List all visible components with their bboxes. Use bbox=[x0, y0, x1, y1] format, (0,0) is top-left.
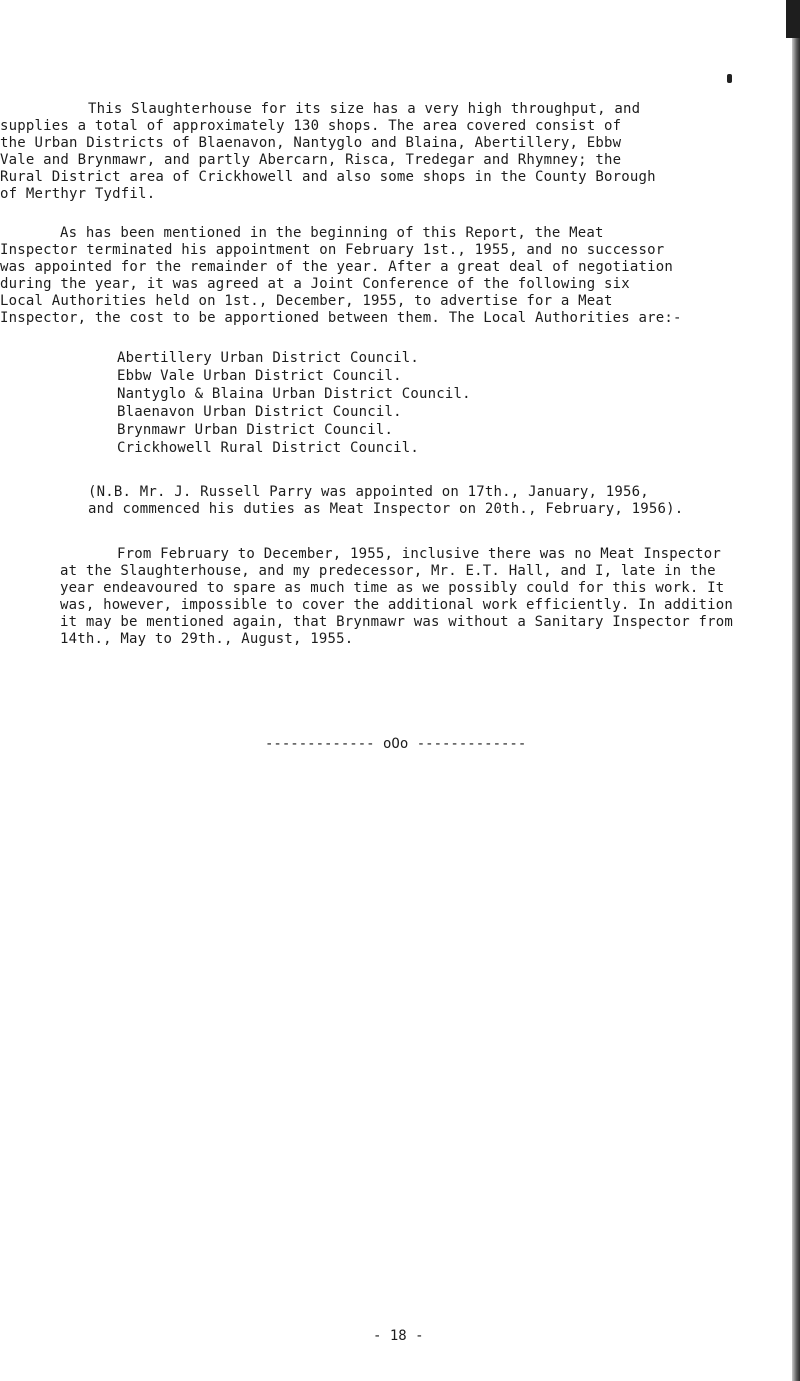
para2-line: Inspector terminated his appointment on February 1st., 1955, and no successor bbox=[0, 242, 665, 258]
para1-line: This Slaughterhouse for its size has a very high throughput, and bbox=[88, 101, 641, 117]
para2-line: during the year, it was agreed at a Joint Conference of the following six bbox=[0, 276, 630, 292]
authority-item: Nantyglo & Blaina Urban District Council. bbox=[117, 386, 471, 402]
para3-line: was, however, impossible to cover the additional work efficiently. In addition bbox=[60, 597, 734, 613]
para2-line: was appointed for the remainder of the year. After a great deal of negotiation bbox=[0, 259, 674, 275]
para1-line: supplies a total of approximately 130 shops. The area covered consist of bbox=[0, 118, 622, 134]
para3-line: at the Slaughterhouse, and my predecessor, Mr. E.T. Hall, and I, late in the bbox=[60, 563, 716, 579]
para2-line: Inspector, the cost to be apportioned between them. The Local Authorities are:- bbox=[0, 310, 682, 326]
authority-item: Brynmawr Urban District Council. bbox=[117, 422, 394, 438]
para3-line: year endeavoured to spare as much time as we possibly could for this work. It bbox=[60, 580, 725, 596]
authority-item: Abertillery Urban District Council. bbox=[117, 350, 420, 366]
note-line: (N.B. Mr. J. Russell Parry was appointed on 17th., January, 1956, bbox=[88, 484, 649, 500]
scan-edge-shadow bbox=[792, 0, 800, 1381]
para1-line: Vale and Brynmawr, and partly Abercarn, Risca, Tredegar and Rhymney; the bbox=[0, 152, 622, 168]
para3-line: From February to December, 1955, inclusive there was no Meat Inspector bbox=[117, 546, 722, 562]
para1-line: the Urban Districts of Blaenavon, Nantyglo and Blaina, Abertillery, Ebbw bbox=[0, 135, 622, 151]
authority-item: Blaenavon Urban District Council. bbox=[117, 404, 402, 420]
para1-line: of Merthyr Tydfil. bbox=[0, 186, 156, 202]
scan-mark bbox=[727, 74, 732, 83]
para3-line: it may be mentioned again, that Brynmawr was without a Sanitary Inspector from bbox=[60, 614, 734, 630]
para2-line: As has been mentioned in the beginning of this Report, the Meat bbox=[60, 225, 604, 241]
note-line: and commenced his duties as Meat Inspector on 20th., February, 1956). bbox=[88, 501, 684, 517]
para3-line: 14th., May to 29th., August, 1955. bbox=[60, 631, 354, 647]
scan-edge-corner bbox=[786, 0, 800, 38]
authority-item: Ebbw Vale Urban District Council. bbox=[117, 368, 402, 384]
para2-line: Local Authorities held on 1st., December, 1955, to advertise for a Meat bbox=[0, 293, 613, 309]
authority-item: Crickhowell Rural District Council. bbox=[117, 440, 420, 456]
section-separator: ------------- oOo ------------- bbox=[265, 736, 527, 752]
page-number: - 18 - bbox=[373, 1328, 424, 1344]
para1-line: Rural District area of Crickhowell and also some shops in the County Borough bbox=[0, 169, 656, 185]
